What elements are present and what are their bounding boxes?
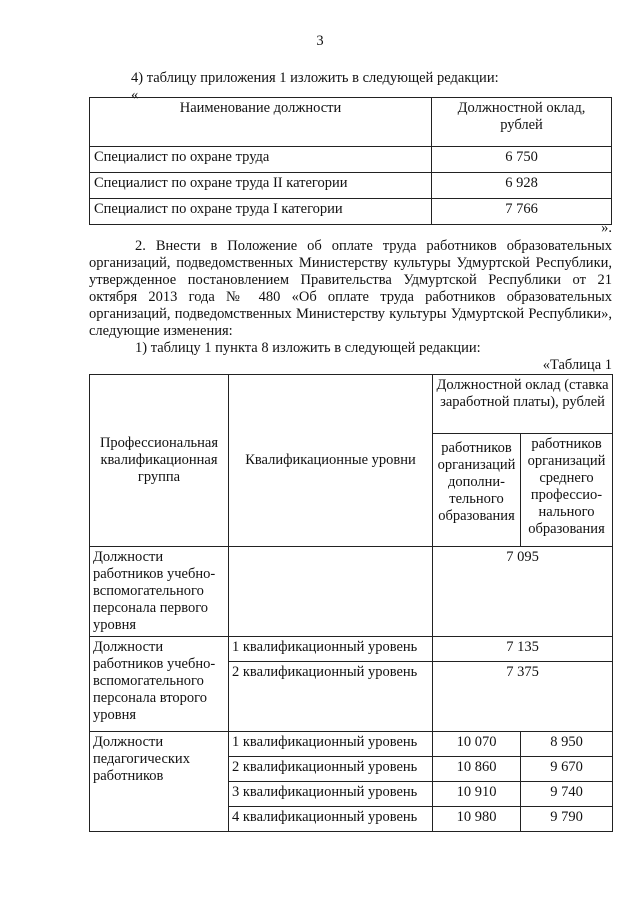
table-row [90,547,613,637]
group-name: Должности работников учебно-вспомогательного персонала второго уровня [90,637,229,732]
qualification-level: 1 квалификационный уровень [229,732,433,757]
table-label: «Таблица 1 [542,357,612,373]
header-salary: Должностной оклад, рублей [432,98,612,147]
open-quote: « [131,87,139,103]
position-salary: 6 750 [432,147,612,173]
table-row [90,637,613,662]
group-salary: 7 095 [433,547,613,637]
position-name: Специалист по охране труда [90,147,432,173]
positions-table [89,97,612,225]
header-secondary-vocational: работников организаций среднего профессио-нального образования [521,434,613,547]
header-prof-group: Профессиональная квалификационная группа [90,375,229,547]
position-name: Специалист по охране труда I категории [90,199,432,225]
salary-additional: 10 860 [433,757,521,782]
qualification-table [89,374,613,832]
positions-table-header [90,98,612,147]
qualification-level: 1 квалификационный уровень [229,637,433,662]
position-salary: 6 928 [432,173,612,199]
table-row [90,147,612,173]
position-salary: 7 766 [432,199,612,225]
group-levels-empty [229,547,433,637]
salary-secondary: 9 740 [521,782,613,807]
salary-secondary: 8 950 [521,732,613,757]
group-salary: 7 375 [433,662,613,732]
salary-secondary: 9 670 [521,757,613,782]
salary-additional: 10 070 [433,732,521,757]
qualification-level: 2 квалификационный уровень [229,757,433,782]
position-name: Специалист по охране труда II категории [90,173,432,199]
table-row [90,173,612,199]
page-number: 3 [316,33,324,49]
table-row [90,732,613,757]
qualification-level: 3 квалификационный уровень [229,782,433,807]
header-salary-rate: Должностной оклад (ставка заработной платы), рублей [433,375,613,434]
group-salary: 7 135 [433,637,613,662]
header-levels: Квалификационные уровни [229,375,433,547]
qualification-level: 4 квалификационный уровень [229,807,433,832]
salary-secondary: 9 790 [521,807,613,832]
qualification-level: 2 квалификационный уровень [229,662,433,732]
paragraph-2: 2. Внести в Положение об оплате труда работников образовательных организаций, подведомственных Министерству культуры Удмуртской Республики, утвержденное постановлением Правительства Удмуртской Республики от 21 октября 2013 года № 480 «Об оплате труда работников образовательных организаций, подведомственных Министерству культуры Удмуртской Республики», следующие изменения: [89,238,612,339]
header-additional-education: работников организаций дополни-тельного образования [433,434,521,547]
close-quote: ». [601,220,612,236]
item-4-text: 4) таблицу приложения 1 изложить в следующей редакции: [131,70,499,86]
item-1-text: 1) таблицу 1 пункта 8 изложить в следующей редакции: [135,340,481,356]
salary-additional: 10 910 [433,782,521,807]
group-name: Должности работников учебно-вспомогательного персонала первого уровня [90,547,229,637]
header-position-name: Наименование должности [90,98,432,147]
group-name: Должности педагогических работников [90,732,229,832]
salary-additional: 10 980 [433,807,521,832]
